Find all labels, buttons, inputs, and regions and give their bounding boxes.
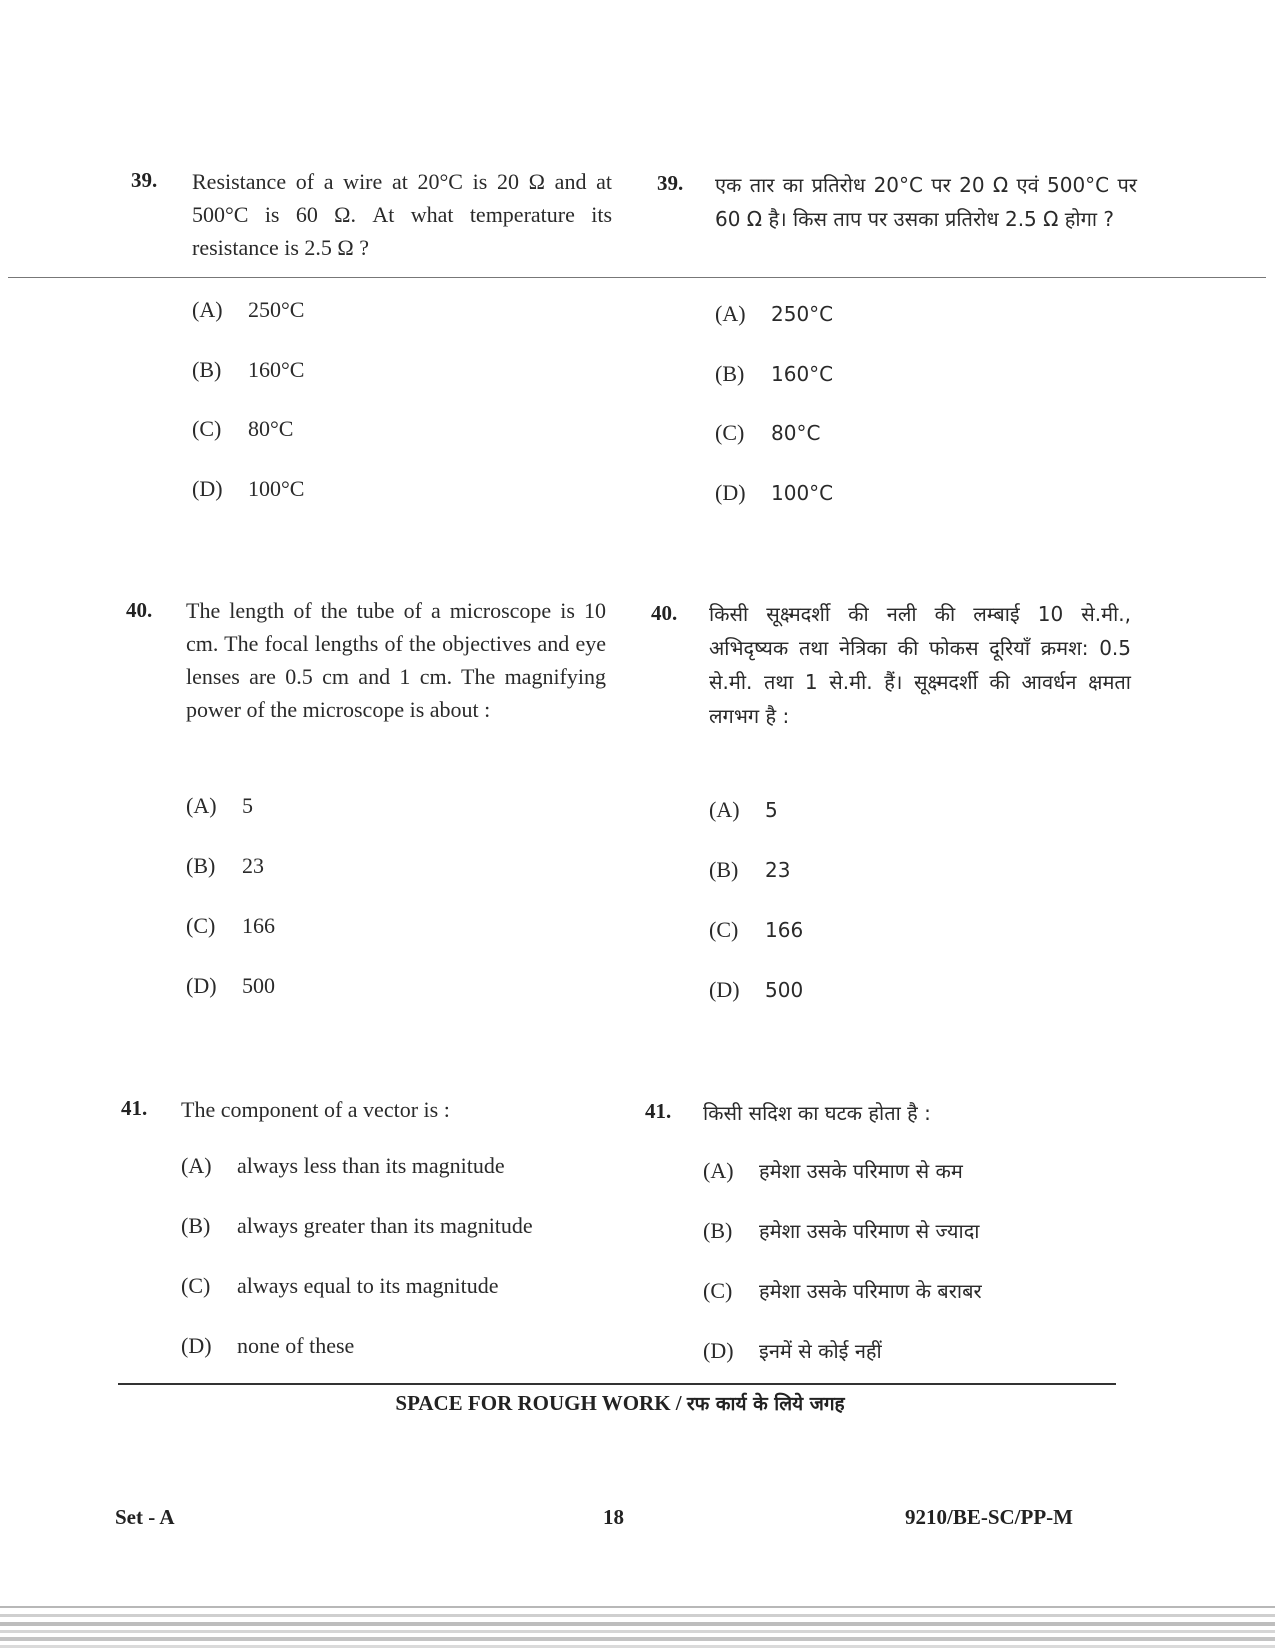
question-41-option-a-en: (A) always less than its magnitude [181,1153,505,1178]
footer-page-number: 18 [603,1505,624,1529]
question-40-option-a-en: (A) 5 [186,793,253,818]
question-40-option-c-en: (C) 166 [186,913,275,938]
rough-work-heading [0,1390,1240,1416]
question-41-option-b-hi: (B) हमेशा उसके परिमाण से ज्यादा [703,1218,980,1243]
divider-line [8,277,1266,278]
question-41-number-hi: 41. [645,1099,672,1123]
question-40-option-d-en: (D) 500 [186,973,275,998]
footer-set: Set - A [115,1505,175,1529]
question-39-number-hi: 39. [657,171,684,195]
question-41-option-c-en: (C) always equal to its magnitude [181,1273,499,1298]
question-41-option-d-en: (D) none of these [181,1333,355,1358]
rough-work-rule [118,1383,1116,1385]
scan-artifact-lines [0,1592,1275,1651]
question-39-option-d-en: (D) 100°C [192,476,305,501]
question-39-option-c-en: (C) 80°C [192,416,294,441]
question-41-text-hi: किसी सदिश का घटक होता है : [703,1101,931,1125]
footer-code: 9210/BE-SC/PP-M [905,1505,1073,1529]
question-40-option-d-hi: (D) 500 [709,977,804,1002]
question-39-option-d-hi: (D) 100°C [715,480,834,505]
question-39-text-hi: एक तार का प्रतिरोध 20°C पर 20 Ω एवं 500°C पर 60 Ω है। किस ताप पर उसका प्रतिरोध 2.5 Ω होगा ? [715,173,1137,231]
rough-work-hi: रफ कार्य के लिये जगह [686,1393,845,1415]
question-40-option-b-en: (B) 23 [186,853,264,878]
question-41-text-en: The component of a vector is : [181,1097,450,1122]
question-41-number-en: 41. [121,1096,148,1120]
question-39-option-a-en: (A) 250°C [192,297,305,322]
question-39-option-b-hi: (B) 160°C [715,361,834,386]
question-39-text-en: Resistance of a wire at 20°C is 20 Ω and at 500°C is 60 Ω. At what temperature its resistance is 2.5 Ω ? [192,169,612,260]
question-40-number-en: 40. [126,598,153,622]
question-39-option-b-en: (B) 160°C [192,357,305,382]
rough-work-en: SPACE FOR ROUGH WORK / [395,1391,682,1415]
question-41-option-a-hi: (A) हमेशा उसके परिमाण से कम [703,1158,963,1183]
question-40-text-en: The length of the tube of a microscope is 10 cm. The focal lengths of the objectives and eye lenses are 0.5 cm and 1 cm. The magnifying power of the microscope is about : [186,598,606,722]
question-39-option-a-hi: (A) 250°C [715,301,834,326]
question-41-option-d-hi: (D) इनमें से कोई नहीं [703,1338,882,1363]
question-40-option-a-hi: (A) 5 [709,797,778,822]
question-40-option-b-hi: (B) 23 [709,857,791,882]
question-39-number-en: 39. [131,168,158,192]
question-40-text-hi: किसी सूक्ष्मदर्शी की नली की लम्बाई 10 से.मी., अभिदृष्यक तथा नेत्रिका की फोकस दूरियाँ क्रमश: 0.5 से.मी. तथा 1 से.मी. हैं। सूक्ष्मदर्शी की आवर्धन क्षमता लगभग है : [709,602,1131,728]
question-39-option-c-hi: (C) 80°C [715,420,821,445]
question-40-number-hi: 40. [651,601,678,625]
question-41-option-b-en: (B) always greater than its magnitude [181,1213,533,1238]
question-41-option-c-hi: (C) हमेशा उसके परिमाण के बराबर [703,1278,982,1303]
question-40-option-c-hi: (C) 166 [709,917,804,942]
